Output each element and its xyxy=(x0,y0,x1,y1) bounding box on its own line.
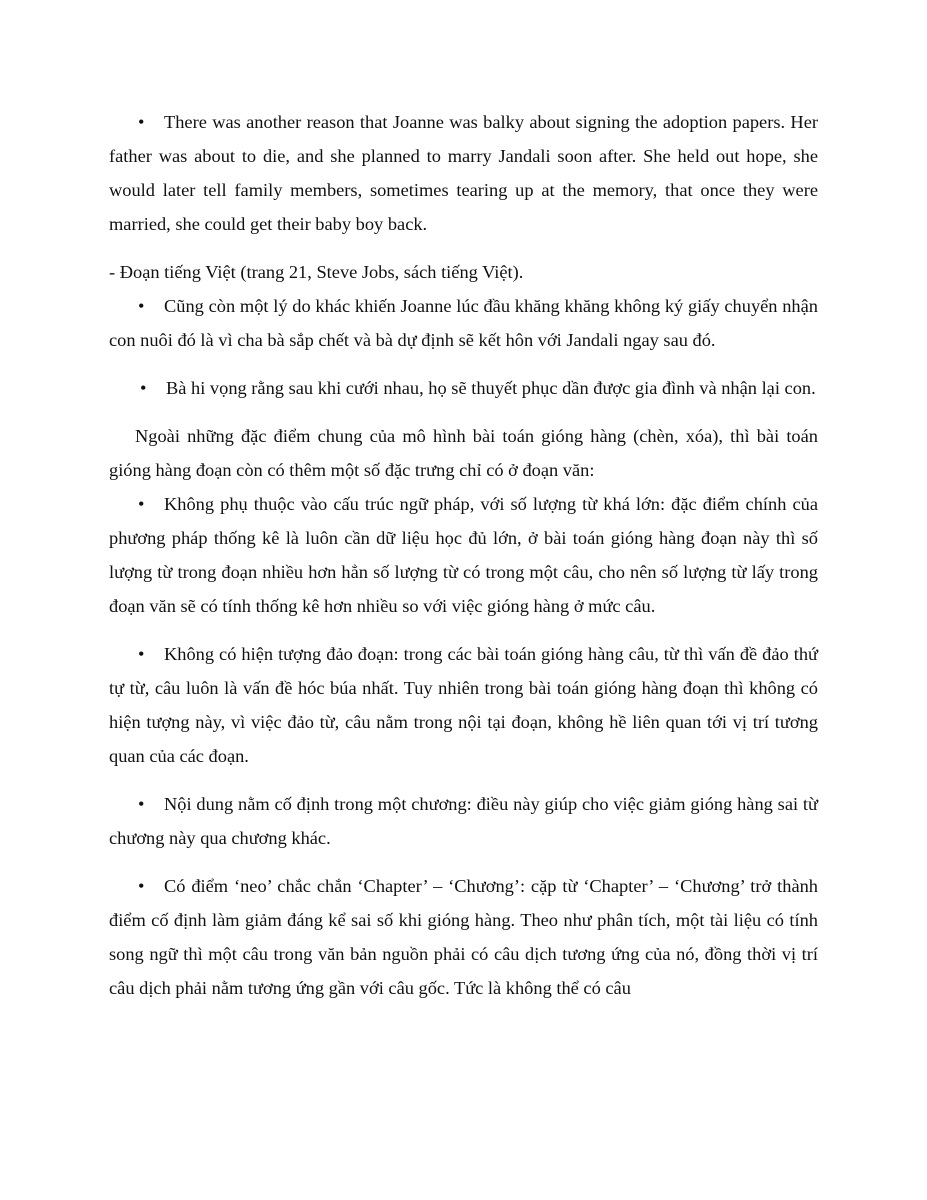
bullet-icon: • xyxy=(140,378,147,398)
paragraph-text: - Đoạn tiếng Việt (trang 21, Steve Jobs, sách tiếng Việt). xyxy=(109,262,524,282)
paragraph-english-excerpt xyxy=(109,105,818,241)
paragraph-text: There was another reason that Joanne was balky about signing the adoption papers. Her father was about to die, and she planned to marry Jandali soon after. She held out hope, she would later tell family members, sometimes tearing up at the memory, that once they were married, she could get their baby boy back. xyxy=(109,112,818,234)
bullet-icon: • xyxy=(138,296,145,316)
paragraph-text: Ngoài những đặc điểm chung của mô hình bài toán gióng hàng (chèn, xóa), thì bài toán gióng hàng đoạn còn có thêm một số đặc trưng chỉ có ở đoạn văn: xyxy=(109,426,818,480)
document-page xyxy=(109,105,818,1005)
bullet-icon: • xyxy=(138,644,145,664)
paragraph-vietnamese-excerpt-1 xyxy=(109,289,818,357)
bullet-icon: • xyxy=(138,876,145,896)
bullet-icon: • xyxy=(138,494,145,514)
paragraph-text: Không phụ thuộc vào cấu trúc ngữ pháp, với số lượng từ khá lớn: đặc điểm chính của phương pháp thống kê là luôn cần dữ liệu học đủ lớn, ở bài toán gióng hàng đoạn này thì số lượng từ trong đoạn nhiều hơn hẳn số lượng từ có trong một câu, cho nên số lượng từ lấy trong đoạn văn sẽ có tính thống kê hơn nhiều so với việc gióng hàng ở mức câu. xyxy=(109,494,818,616)
bullet-icon: • xyxy=(138,112,145,132)
paragraph-source-note xyxy=(109,255,818,289)
paragraph-text: Nội dung nằm cố định trong một chương: điều này giúp cho việc giảm gióng hàng sai từ chương này qua chương khác. xyxy=(109,794,818,848)
paragraph-text: Không có hiện tượng đảo đoạn: trong các bài toán gióng hàng câu, từ thì vấn đề đảo thứ tự từ, câu luôn là vấn đề hóc búa nhất. Tuy nhiên trong bài toán gióng hàng đoạn thì không có hiện tượng này, vì việc đảo từ, câu nằm trong nội tại đoạn, không hề liên quan tới vị trí tương quan của các đoạn. xyxy=(109,644,818,766)
paragraph-feature-grammar xyxy=(109,487,818,623)
paragraph-intro-features xyxy=(109,419,818,487)
paragraph-text: Bà hi vọng rằng sau khi cưới nhau, họ sẽ thuyết phục dần được gia đình và nhận lại con. xyxy=(166,378,816,398)
paragraph-feature-chapter-content xyxy=(109,787,818,855)
bullet-icon: • xyxy=(138,794,145,814)
paragraph-vietnamese-excerpt-2 xyxy=(109,371,818,405)
paragraph-feature-no-reorder xyxy=(109,637,818,773)
paragraph-feature-anchor xyxy=(109,869,818,1005)
paragraph-text: Cũng còn một lý do khác khiến Joanne lúc đầu khăng khăng không ký giấy chuyển nhận con nuôi đó là vì cha bà sắp chết và bà dự định sẽ kết hôn với Jandali ngay sau đó. xyxy=(109,296,818,350)
paragraph-text: Có điểm ‘neo’ chắc chắn ‘Chapter’ – ‘Chương’: cặp từ ‘Chapter’ – ‘Chương’ trở thành điểm cố định làm giảm đáng kể sai số khi gióng hàng. Theo như phân tích, một tài liệu có tính song ngữ thì một câu trong văn bản nguồn phải có câu dịch tương ứng của nó, đồng thời vị trí câu dịch phải nằm tương ứng gần với câu gốc. Tức là không thể có câu xyxy=(109,876,818,998)
